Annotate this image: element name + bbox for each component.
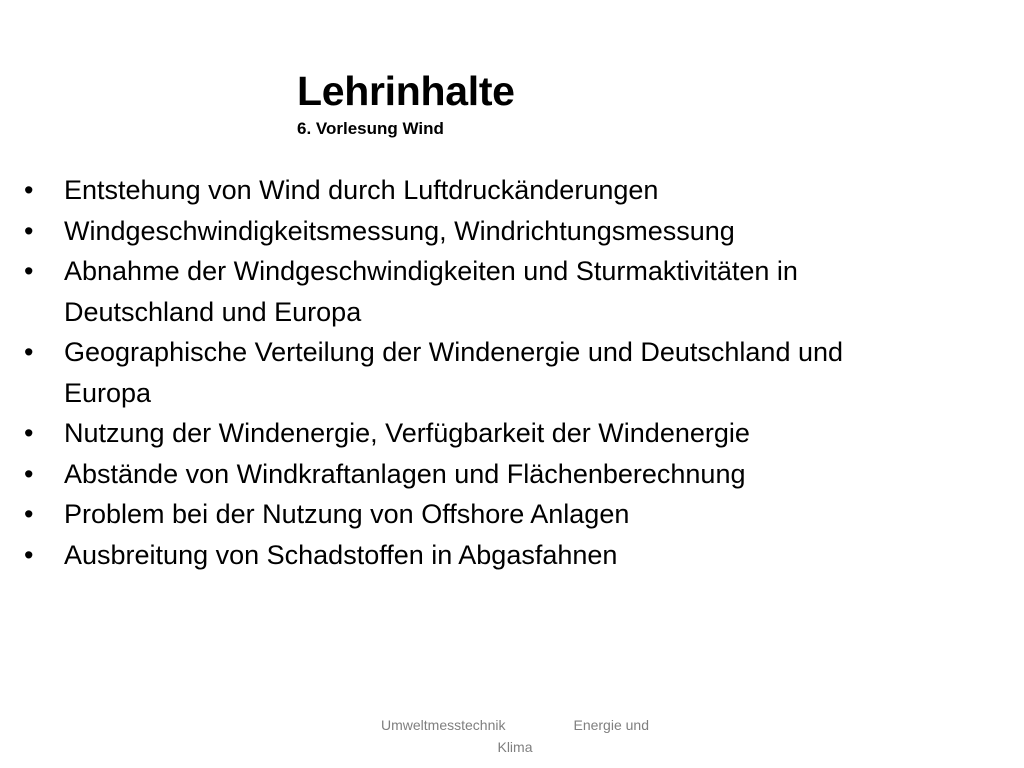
bullet-text: Abnahme der Windgeschwindigkeiten und Sturmaktivitäten in — [64, 256, 798, 286]
bullet-item — [24, 251, 1004, 332]
bullet-text-continuation: Europa — [64, 377, 152, 408]
bullet-item — [24, 211, 1004, 252]
bullet-icon: • — [24, 539, 34, 570]
bullet-item — [24, 413, 1004, 454]
bullet-text: Nutzung der Windenergie, Verfügbarkeit der Windenergie — [64, 418, 750, 448]
bullet-icon: • — [24, 215, 34, 246]
bullet-text: Entstehung von Wind durch Luftdruckänderungen — [64, 175, 659, 205]
bullet-icon: • — [24, 175, 34, 205]
bullet-text: Windgeschwindigkeitsmessung, Windrichtungsmessung — [64, 215, 735, 246]
bullet-list — [24, 170, 1004, 575]
footer-course-name: Umweltmesstechnik — [381, 717, 506, 733]
slide-subtitle: 6. Vorlesung Wind — [297, 119, 444, 138]
bullet-icon: • — [24, 499, 34, 529]
bullet-text: Problem bei der Nutzung von Offshore Anlagen — [64, 499, 630, 529]
slide-footer — [360, 714, 670, 758]
bullet-item — [24, 170, 1004, 211]
bullet-icon: • — [24, 458, 34, 489]
bullet-item — [24, 535, 1004, 576]
bullet-icon: • — [24, 418, 34, 448]
bullet-item — [24, 332, 1004, 413]
bullet-text: Abstände von Windkraftanlagen und Flächenberechnung — [64, 458, 746, 489]
footer-topic-continuation: Klima — [497, 739, 533, 755]
bullet-text-continuation: Deutschland und Europa — [64, 296, 362, 327]
slide-title: Lehrinhalte — [297, 68, 515, 114]
bullet-item — [24, 454, 1004, 495]
bullet-icon: • — [24, 337, 34, 367]
bullet-text: Ausbreitung von Schadstoffen in Abgasfahnen — [64, 539, 618, 570]
bullet-item — [24, 494, 1004, 535]
footer-topic: Energie und — [573, 717, 649, 733]
bullet-text: Geographische Verteilung der Windenergie und Deutschland und — [64, 337, 844, 367]
bullet-icon: • — [24, 256, 34, 286]
title-block — [297, 66, 515, 140]
